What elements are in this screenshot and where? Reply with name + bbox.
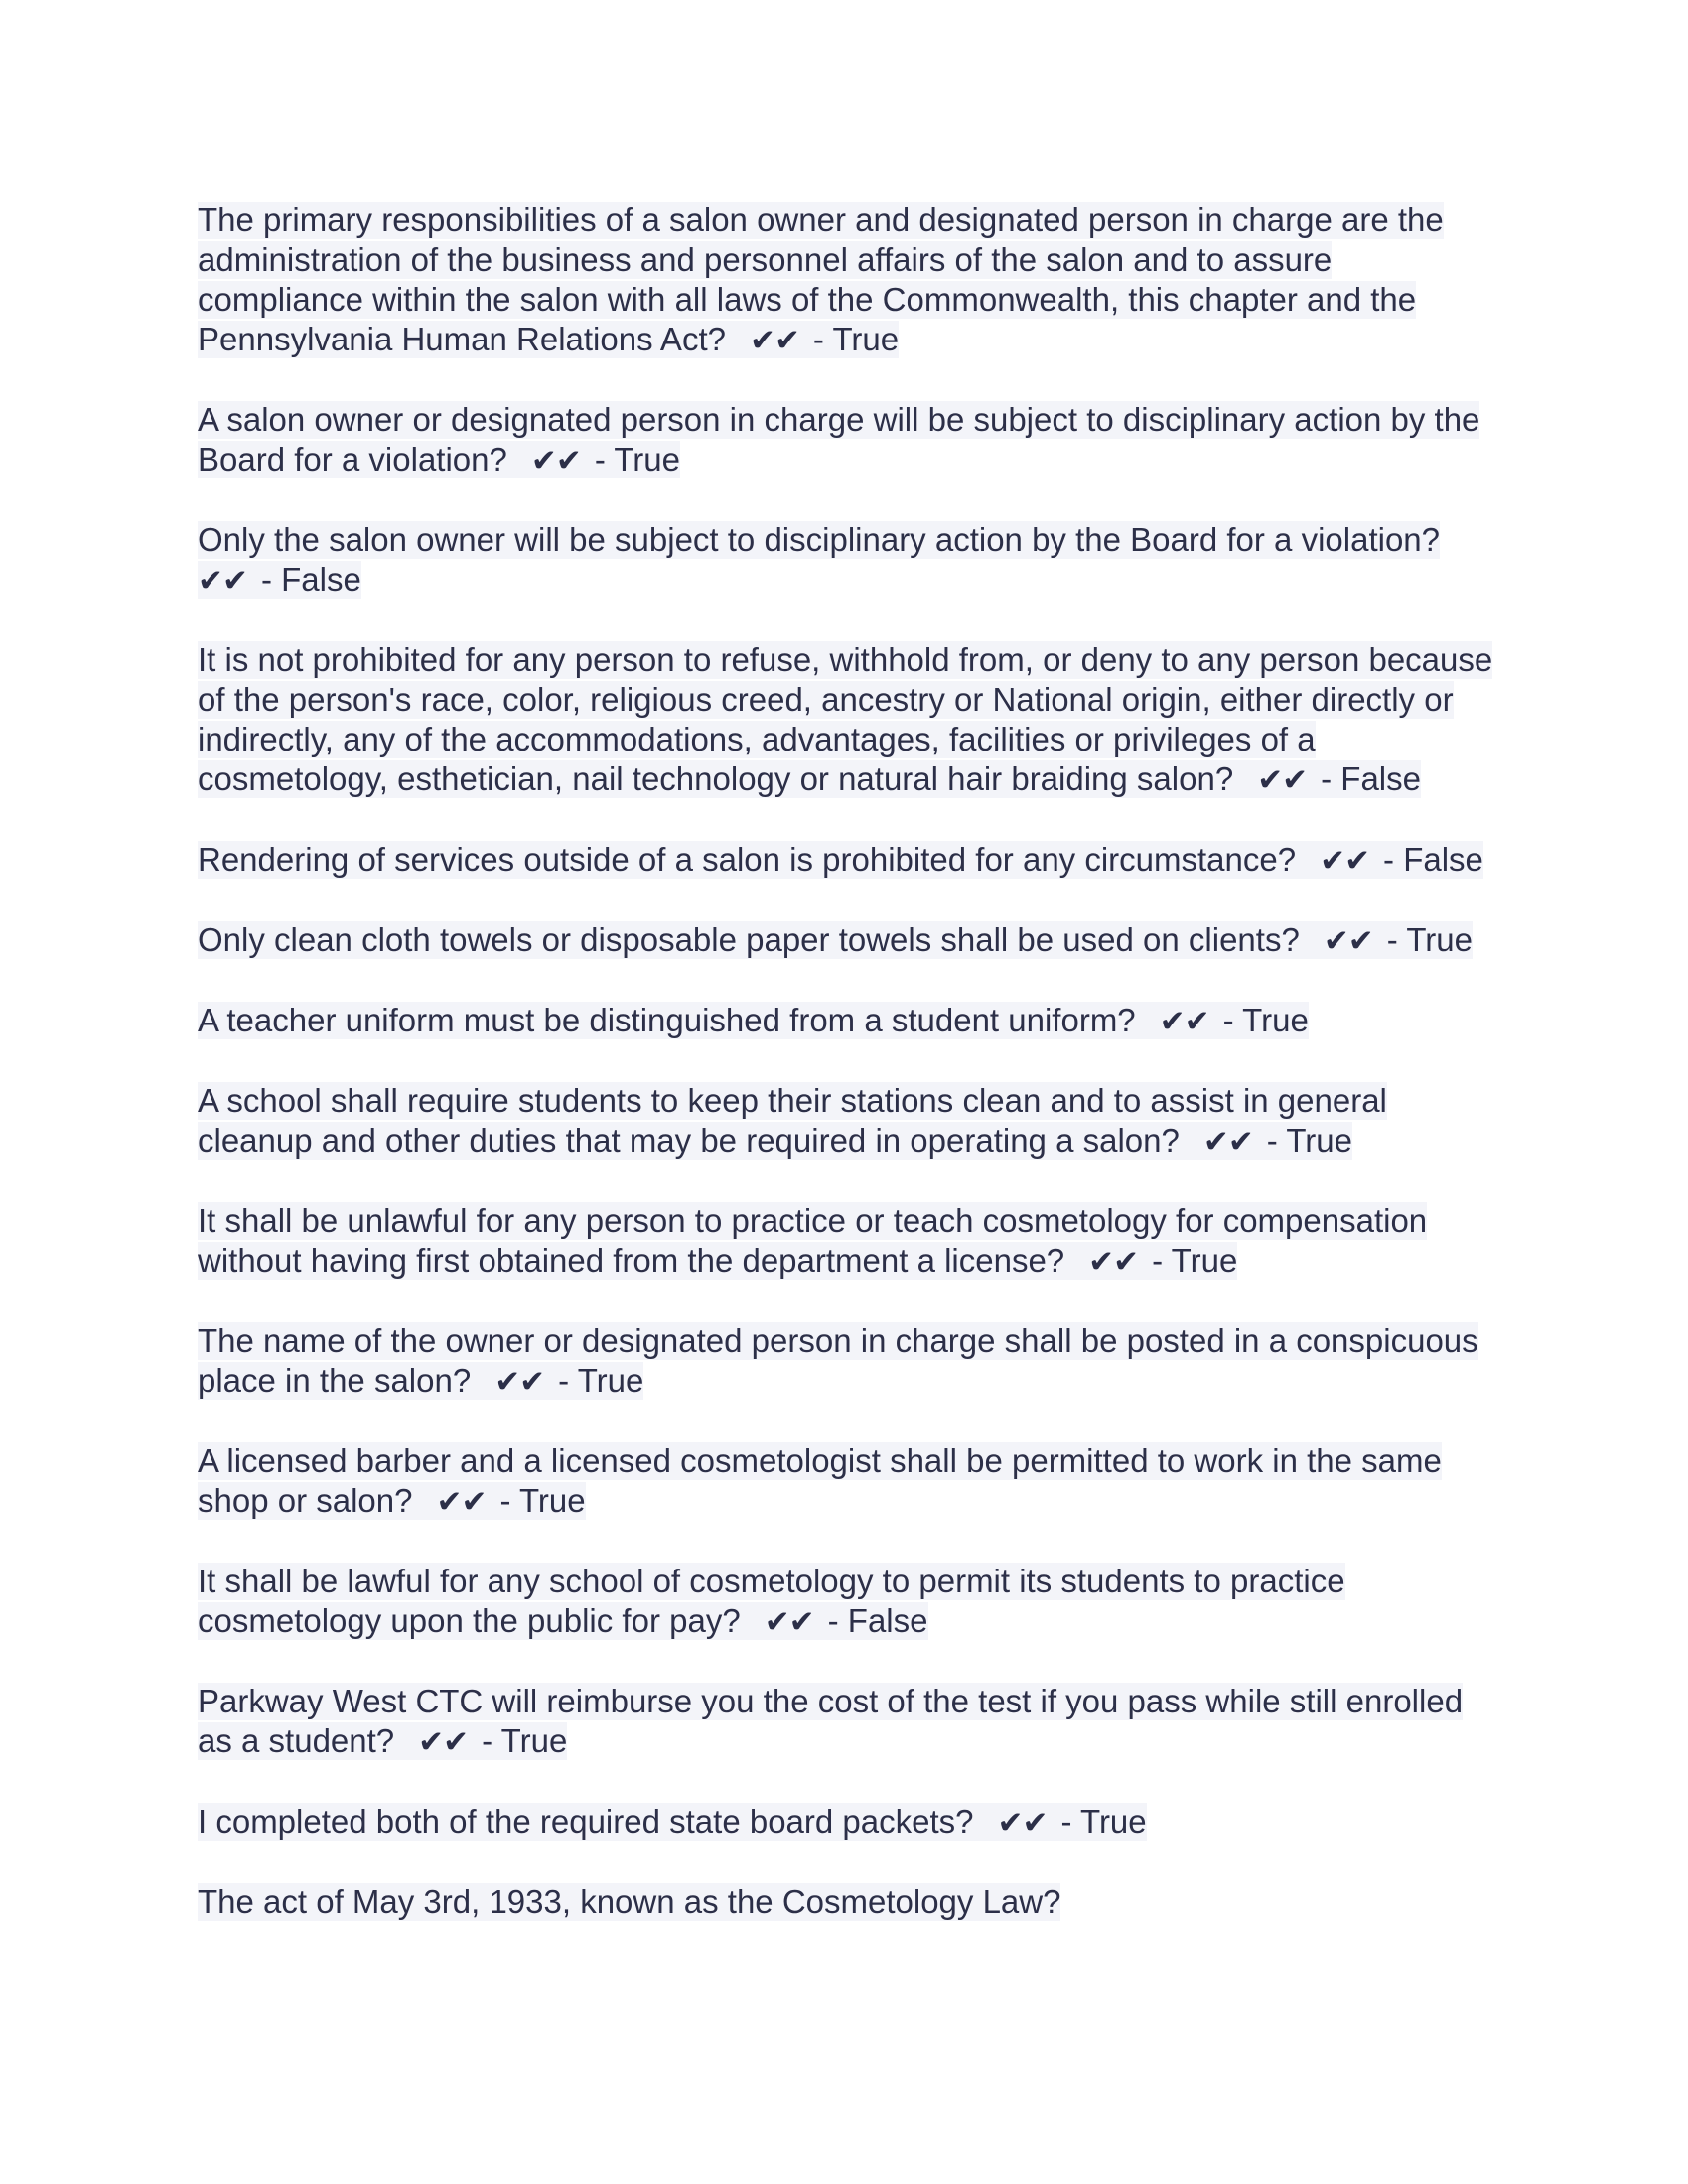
qa-item: [198, 201, 1498, 360]
double-check-icon: ✔✔: [1323, 923, 1373, 959]
double-check-icon: ✔✔: [530, 443, 581, 478]
qa-highlight: [198, 1803, 1147, 1841]
qa-highlight: [198, 1002, 1309, 1039]
qa-item: [198, 400, 1498, 480]
qa-highlight: [198, 1082, 1387, 1160]
qa-highlight: [198, 1322, 1478, 1400]
qa-item: [198, 1441, 1498, 1522]
qa-highlight: [198, 641, 1492, 798]
question-text: A licensed barber and a licensed cosmetologist shall be permitted to work in the same shop or salon?: [198, 1442, 1442, 1519]
answer-text: - False: [260, 561, 361, 598]
double-check-icon: ✔✔: [418, 1724, 469, 1760]
qa-highlight: [198, 1683, 1463, 1760]
double-check-icon: ✔✔: [436, 1484, 487, 1520]
double-check-icon: ✔✔: [1257, 762, 1308, 798]
question-text: Parkway West CTC will reimburse you the cost of the test if you pass while still enrolled as a student?: [198, 1683, 1464, 1759]
question-text: Rendering of services outside of a salon is prohibited for any circumstance?: [198, 841, 1297, 878]
double-check-icon: ✔✔: [997, 1805, 1048, 1841]
answer-text: - True: [594, 441, 681, 478]
qa-item: [198, 1882, 1498, 1922]
qa-item: [198, 520, 1498, 601]
qa-highlight: [198, 1563, 1345, 1640]
question-text: Only clean cloth towels or disposable paper towels shall be used on clients?: [198, 921, 1300, 958]
double-check-icon: ✔✔: [1159, 1004, 1209, 1039]
qa-item: [198, 1081, 1498, 1161]
answer-text: - True: [558, 1362, 644, 1399]
qa-item: [198, 1802, 1498, 1843]
answer-text: - True: [1266, 1122, 1352, 1159]
qa-item: [198, 1562, 1498, 1642]
answer-text: - False: [1321, 760, 1421, 797]
qa-highlight: [198, 1202, 1427, 1280]
double-check-icon: ✔✔: [749, 323, 799, 358]
qa-highlight: [198, 1883, 1060, 1921]
qa-item: [198, 1321, 1498, 1402]
qa-highlight: [198, 202, 1444, 358]
question-text: A salon owner or designated person in charge will be subject to disciplinary action by the Board for a violation?: [198, 401, 1480, 478]
answer-text: - True: [499, 1482, 586, 1519]
question-text: A school shall require students to keep their stations clean and to assist in general cleanup and other duties that may be required in operating a salon?: [198, 1082, 1387, 1159]
question-text: Only the salon owner will be subject to disciplinary action by the Board for a violation?: [198, 521, 1441, 558]
qa-highlight: [198, 921, 1473, 959]
qa-item: [198, 920, 1498, 961]
qa-item: [198, 640, 1498, 800]
answer-text: - True: [1152, 1242, 1238, 1279]
question-text: A teacher uniform must be distinguished from a student uniform?: [198, 1002, 1136, 1038]
answer-text: - True: [482, 1722, 568, 1759]
qa-list: [198, 201, 1498, 1962]
qa-highlight: [198, 521, 1440, 599]
question-text: The act of May 3rd, 1933, known as the Cosmetology Law?: [198, 1883, 1061, 1920]
qa-highlight: [198, 401, 1479, 478]
double-check-icon: ✔✔: [1202, 1124, 1253, 1160]
double-check-icon: ✔✔: [494, 1364, 545, 1400]
question-text: It shall be unlawful for any person to practice or teach cosmetology for compensation without having first obtained from the department a license?: [198, 1202, 1428, 1279]
question-text: The primary responsibilities of a salon owner and designated person in charge are the administration of the business and personnel affairs of the salon and to assure compliance within the salon with all laws of the Commonwealth, this chapter and the Pennsylvania Human Relations Act?: [198, 202, 1444, 357]
answer-text: - True: [1060, 1803, 1147, 1840]
qa-item: [198, 1001, 1498, 1041]
double-check-icon: ✔✔: [1088, 1244, 1139, 1280]
question-text: The name of the owner or designated person in charge shall be posted in a conspicuous place in the salon?: [198, 1322, 1478, 1399]
double-check-icon: ✔✔: [1320, 843, 1370, 879]
answer-text: - True: [1222, 1002, 1309, 1038]
qa-item: [198, 1682, 1498, 1762]
double-check-icon: ✔✔: [764, 1604, 814, 1640]
qa-item: [198, 1201, 1498, 1282]
question-text: It is not prohibited for any person to refuse, withhold from, or deny to any person because of the person's race, color, religious creed, ancestry or National origin, either directly or indirectly, any of the accommodations, advantages, facilities or privileges of a cosmetology, esthetician, nail technology or natural hair braiding salon?: [198, 641, 1493, 797]
answer-text: - False: [1383, 841, 1483, 878]
answer-text: - True: [1386, 921, 1473, 958]
qa-highlight: [198, 1442, 1442, 1520]
double-check-icon: ✔✔: [198, 563, 247, 599]
qa-highlight: [198, 841, 1483, 879]
question-text: It shall be lawful for any school of cosmetology to permit its students to practice cosmetology upon the public for pay?: [198, 1563, 1345, 1639]
qa-item: [198, 840, 1498, 881]
question-text: I completed both of the required state board packets?: [198, 1803, 974, 1840]
answer-text: - True: [812, 321, 900, 357]
answer-text: - False: [827, 1602, 928, 1639]
